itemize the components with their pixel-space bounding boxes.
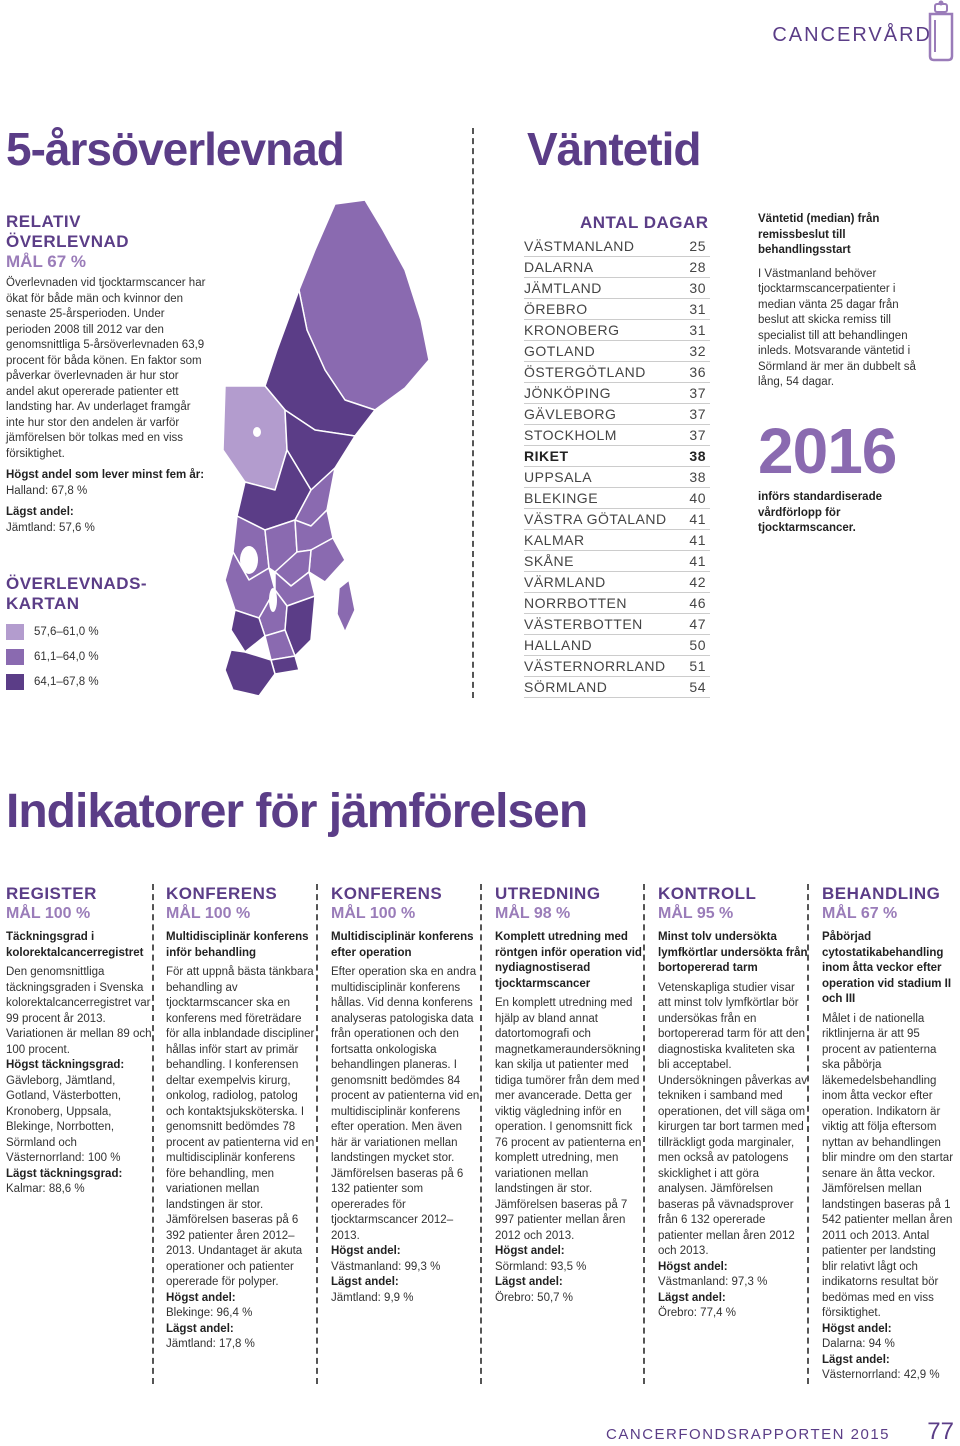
indicator-column xyxy=(495,884,645,1306)
waiting-row xyxy=(524,362,710,383)
waiting-region: SÖRMLAND xyxy=(524,677,687,698)
indicator-low-value: Örebro: 77,4 % xyxy=(658,1307,736,1319)
legend-item xyxy=(6,649,99,665)
indicator-lead: Komplett utredning med röntgen inför operation vid nydiagnostiserad tjocktarmscancer xyxy=(495,931,642,990)
indicator-low-label: Lägst täckningsgrad: xyxy=(6,1167,123,1180)
lake-vanern xyxy=(240,546,258,574)
indicator-goal: MÅL 100 % xyxy=(166,905,251,922)
waiting-days: 30 xyxy=(687,278,710,299)
waiting-row xyxy=(524,257,710,278)
indicator-column xyxy=(658,884,808,1322)
waiting-side-block xyxy=(758,212,928,391)
waiting-title: Väntetid xyxy=(527,123,701,175)
indicator-goal: MÅL 100 % xyxy=(331,905,416,922)
page-number: 77 xyxy=(927,1418,954,1445)
indicator-high-label: Högst andel: xyxy=(495,1245,565,1257)
waiting-region: VÄSTERBOTTEN xyxy=(524,614,687,635)
indicator-category: BEHANDLING xyxy=(822,884,941,903)
waiting-row xyxy=(524,467,710,488)
waiting-region: VÄSTMANLAND xyxy=(524,236,687,257)
waiting-row xyxy=(524,530,710,551)
indicator-high-value: Västmanland: 97,3 % xyxy=(658,1276,768,1288)
waiting-row xyxy=(524,509,710,530)
waiting-region: KALMAR xyxy=(524,530,687,551)
waiting-region: HALLAND xyxy=(524,635,687,656)
indicator-high-label: Högst andel: xyxy=(822,1322,892,1335)
waiting-row xyxy=(524,341,710,362)
waiting-row xyxy=(524,656,710,677)
waiting-days: 41 xyxy=(687,509,710,530)
waiting-region: VÄSTRA GÖTALAND xyxy=(524,509,687,530)
survival-low-label: Lägst andel: xyxy=(6,506,74,518)
region-jamtland xyxy=(223,386,287,490)
waiting-days: 46 xyxy=(687,593,710,614)
indicator-high-value: Gävleborg, Jämtland, Gotland, Västerbotten, Kronoberg, Uppsala, Blekinge, Norrbotten, Sörmland och Västernorrland: 100 % xyxy=(6,1074,122,1164)
waiting-row xyxy=(524,677,710,698)
waiting-row xyxy=(524,488,710,509)
indicator-column xyxy=(6,884,156,1198)
waiting-days: 38 xyxy=(687,467,710,488)
survival-head-2: ÖVERLEVNAD xyxy=(6,232,130,251)
legend-item xyxy=(6,624,99,640)
legend-swatch-medium xyxy=(6,649,24,665)
waiting-row xyxy=(524,404,710,425)
indicator-goal: MÅL 98 % xyxy=(495,905,571,922)
waiting-days: 47 xyxy=(687,614,710,635)
indicator-lead: Minst tolv undersökta lymfkörtlar undersökta från bortopererad tarm xyxy=(658,931,808,974)
waiting-row xyxy=(524,593,710,614)
indicator-low-value: Kalmar: 88,6 % xyxy=(6,1183,85,1195)
legend-label: 61,1–64,0 % xyxy=(34,651,99,663)
indicator-lead: Multidisciplinär konferens inför behandling xyxy=(166,931,309,959)
waiting-row xyxy=(524,446,710,467)
waiting-days: 37 xyxy=(687,404,710,425)
waiting-side-head: Väntetid (median) från remissbeslut till behandlingsstart xyxy=(758,213,880,256)
waiting-days: 28 xyxy=(687,257,710,278)
waiting-table xyxy=(524,236,710,698)
indicator-high-label: Högst andel: xyxy=(658,1260,728,1273)
waiting-region: SKÅNE xyxy=(524,551,687,572)
waiting-region: VÄSTERNORRLAND xyxy=(524,656,687,677)
survival-high-label: Högst andel som lever minst fem år: xyxy=(6,469,205,481)
indicator-high-value: Blekinge: 96,4 % xyxy=(166,1307,253,1319)
indicator-text: Efter operation ska en andra multidisciplinär konferens hållas. Vid denna konferens analyseras patologiska data från operationen och den fortsatta onkologiska behandlingen planeras. I genomsnitt bedömdes 84 procent av patienterna vid en multidisciplinär konferens efter operation. Men även här är variationen mellan landstingen mycket stor. Jämförelsen baseras på 6 132 patienter som opererades för tjocktarmscancer 2012–2013. xyxy=(331,966,480,1242)
legend-swatch-dark xyxy=(6,674,24,690)
indicator-low-value: Jämtland: 9,9 % xyxy=(331,1291,414,1304)
waiting-region: ÖREBRO xyxy=(524,299,687,320)
waiting-row xyxy=(524,425,710,446)
indicator-text: För att uppnå bästa tänkbara behandling av tjocktarmscancer ska en konferens med företrädare för alla inblandade discipliner hållas inför start av primär behandling. I konferensen deltar exempelvis kirurg, onkolog, radiolog, patolog och kontaktsjuksköterska. I genomsnitt bedömdes 78 procent av patienterna vid en multidisciplinär konferens före behandling, men variationen mellan landstingen är stor. Jämförelsen baseras på 6 392 patienter åren 2012–2013. Undantaget är akuta operationer och patienter opererade för polyper. xyxy=(166,966,315,1288)
waiting-days: 41 xyxy=(687,551,710,572)
legend-label: 57,6–61,0 % xyxy=(34,626,99,638)
waiting-row xyxy=(524,614,710,635)
waiting-days: 41 xyxy=(687,530,710,551)
indicator-goal: MÅL 95 % xyxy=(658,905,734,922)
waiting-region: BLEKINGE xyxy=(524,488,687,509)
column-divider xyxy=(316,884,318,1384)
waiting-days: 31 xyxy=(687,320,710,341)
indicator-low-label: Lägst andel: xyxy=(495,1276,563,1288)
survival-head-1: RELATIV xyxy=(6,212,81,231)
indicator-category: KONTROLL xyxy=(658,884,757,903)
indicator-text: Målet i de nationella riktlinjerna är att 95 procent av patienterna ska påbörja läkemedelsbehandling inom åtta veckor efter operation. Indikatorn är viktig att följa eftersom nyttan av behandlingen blir mindre om den startar senare än åtta veckor. Jämförelsen mellan landstingen baseras på 1 542 patienter mellan åren 2011 och 2013. Antal patienter per landsting blir relativt lågt och indikatorns resultat bör bedömas med en viss försiktighet. xyxy=(822,1012,954,1319)
indicator-low-label: Lägst andel: xyxy=(166,1322,234,1335)
legend-label: 64,1–67,8 % xyxy=(34,676,99,688)
lake-storsjon xyxy=(253,427,261,437)
indicator-high-value: Sörmland: 93,5 % xyxy=(495,1260,587,1273)
indicator-text: Den genomsnittliga täckningsgraden i Svenska kolorektalcancerregistret var 99 procent år 2013. Variationen är mellan 89 och 100 procent. xyxy=(6,966,152,1056)
indicator-lead: Påbörjad cytostatikabehandling inom åtta veckor efter operation vid stadium II och III xyxy=(822,931,952,1005)
waiting-row xyxy=(524,278,710,299)
indicator-high-label: Högst andel: xyxy=(166,1291,236,1304)
sweden-survival-map xyxy=(215,200,465,700)
waiting-row xyxy=(524,236,710,257)
report-name: CANCERFONDSRAPPORTEN 2015 xyxy=(606,1426,890,1443)
indicator-goal: MÅL 100 % xyxy=(6,905,91,922)
indicator-low-label: Lägst andel: xyxy=(331,1276,399,1288)
survival-high-value: Halland: 67,8 % xyxy=(6,484,88,497)
map-head-2: KARTAN xyxy=(6,594,80,613)
waiting-region: VÄRMLAND xyxy=(524,572,687,593)
indicator-text: Vetenskapliga studier visar att minst tolv lymfkörtlar bör undersökas från en bortopererad tarm för att den diagnostiska kvaliteten ska bli acceptabel. Undersökningen påverkas av tekniken i samband med operationen, det vill säga om kirurgen tar bort tarmen med tillräckligt goda marginaler, men också av patologens skicklighet i att göra analysen. Jämförelsen baseras på vävnadsprover från 6 132 opererade patienter mellan åren 2012 och 2013. xyxy=(658,981,807,1257)
survival-text-block xyxy=(6,212,206,536)
year-highlight: 2016 xyxy=(758,415,897,487)
waiting-side-text: I Västmanland behöver tjocktarmscancerpatienter i median vänta 25 dagar från beslut att skicka remiss till specialist till att behandlingen inleds. Motsvarande väntetid i Sörmland är mer än dubbelt så lång, 54 dagar. xyxy=(758,267,916,388)
region-gotland xyxy=(337,580,355,632)
waiting-days: 31 xyxy=(687,299,710,320)
indicator-lead: Multidisciplinär konferens efter operation xyxy=(331,931,474,959)
waiting-days: 50 xyxy=(687,635,710,656)
waiting-row xyxy=(524,383,710,404)
waiting-region: UPPSALA xyxy=(524,467,687,488)
indicator-low-value: Jämtland: 17,8 % xyxy=(166,1338,255,1350)
indicator-lead: Täckningsgrad i kolorektalcancerregistret xyxy=(6,931,144,959)
waiting-row xyxy=(524,635,710,656)
indicator-column xyxy=(331,884,481,1306)
section-tag: CANCERVÅRD xyxy=(772,24,932,46)
survival-goal: MÅL 67 % xyxy=(6,252,86,271)
waiting-days: 40 xyxy=(687,488,710,509)
legend-item xyxy=(6,674,99,690)
waiting-days: 32 xyxy=(687,341,710,362)
year-text: införs standardiserade vårdförlopp för tjocktarmscancer. xyxy=(758,491,882,534)
waiting-region: RIKET xyxy=(524,446,687,467)
waiting-days: 42 xyxy=(687,572,710,593)
indicator-category: REGISTER xyxy=(6,884,97,903)
indicator-category: KONFERENS xyxy=(166,884,278,903)
survival-low-value: Jämtland: 57,6 % xyxy=(6,521,95,534)
indicator-low-label: Lägst andel: xyxy=(822,1353,890,1366)
indicator-column xyxy=(822,884,954,1384)
lake-vattern xyxy=(269,588,277,612)
bottle-icon xyxy=(924,0,958,62)
waiting-days: 37 xyxy=(687,383,710,404)
waiting-region: ÖSTERGÖTLAND xyxy=(524,362,687,383)
indicator-high-label: Högst täckningsgrad: xyxy=(6,1059,125,1071)
waiting-row xyxy=(524,551,710,572)
waiting-row xyxy=(524,572,710,593)
waiting-days: 37 xyxy=(687,425,710,446)
waiting-days: 54 xyxy=(687,677,710,698)
column-divider xyxy=(472,128,474,698)
waiting-region: GÄVLEBORG xyxy=(524,404,687,425)
survival-paragraph: Överlevnaden vid tjocktarmscancer har ökat för både män och kvinnor den senaste 25-årsperioden. Under perioden 2008 till 2012 var den genomsnittliga 5-årsöverlevnaden 63,9 procent för båda könen. En faktor som påverkar överlevnaden är hur stor andel akut opererade patienter ett landsting har. Av underlaget framgår inte hur stor den andelen är varför jämförelsen bör tolkas med en viss försiktighet. xyxy=(6,277,206,460)
waiting-region: DALARNA xyxy=(524,257,687,278)
waiting-table-head: ANTAL DAGAR xyxy=(580,213,709,232)
waiting-days: 51 xyxy=(687,656,710,677)
indicators-title: Indikatorer för jämförelsen xyxy=(6,785,588,838)
waiting-days: 36 xyxy=(687,362,710,383)
waiting-days: 25 xyxy=(687,236,710,257)
waiting-region: GOTLAND xyxy=(524,341,687,362)
waiting-region: STOCKHOLM xyxy=(524,425,687,446)
indicator-column xyxy=(166,884,316,1353)
indicator-category: UTREDNING xyxy=(495,884,601,903)
waiting-row xyxy=(524,299,710,320)
indicator-goal: MÅL 67 % xyxy=(822,905,898,922)
map-head-1: ÖVERLEVNADS- xyxy=(6,574,148,593)
indicator-text: En komplett utredning med hjälp av bland annat datortomografi och magnetkameraundersökning kan skilja ut patienter med tidiga tumörer från dem med mer avancerade. Detta ger viktig vägledning inför en operation. I genomsnitt fick 76 procent av patienterna en komplett utredning, men variationen mellan landstingen är stor. Jämförelsen baseras på 7 997 patienter mellan åren 2012 och 2013. xyxy=(495,997,642,1242)
survival-title: 5-årsöverlevnad xyxy=(6,123,344,175)
legend-swatch-light xyxy=(6,624,24,640)
indicator-high-label: Högst andel: xyxy=(331,1245,401,1257)
waiting-region: JÖNKÖPING xyxy=(524,383,687,404)
waiting-row xyxy=(524,320,710,341)
region-blekinge xyxy=(271,656,299,674)
indicator-high-value: Dalarna: 94 % xyxy=(822,1338,895,1350)
indicator-low-value: Västernorrland: 42,9 % xyxy=(822,1369,940,1381)
waiting-region: KRONOBERG xyxy=(524,320,687,341)
indicator-high-value: Västmanland: 99,3 % xyxy=(331,1260,441,1273)
indicator-low-value: Örebro: 50,7 % xyxy=(495,1291,573,1304)
indicator-category: KONFERENS xyxy=(331,884,443,903)
waiting-region: NORRBOTTEN xyxy=(524,593,687,614)
waiting-days: 38 xyxy=(687,446,710,467)
waiting-region: JÄMTLAND xyxy=(524,278,687,299)
region-skane xyxy=(225,650,275,696)
indicator-low-label: Lägst andel: xyxy=(658,1291,726,1304)
